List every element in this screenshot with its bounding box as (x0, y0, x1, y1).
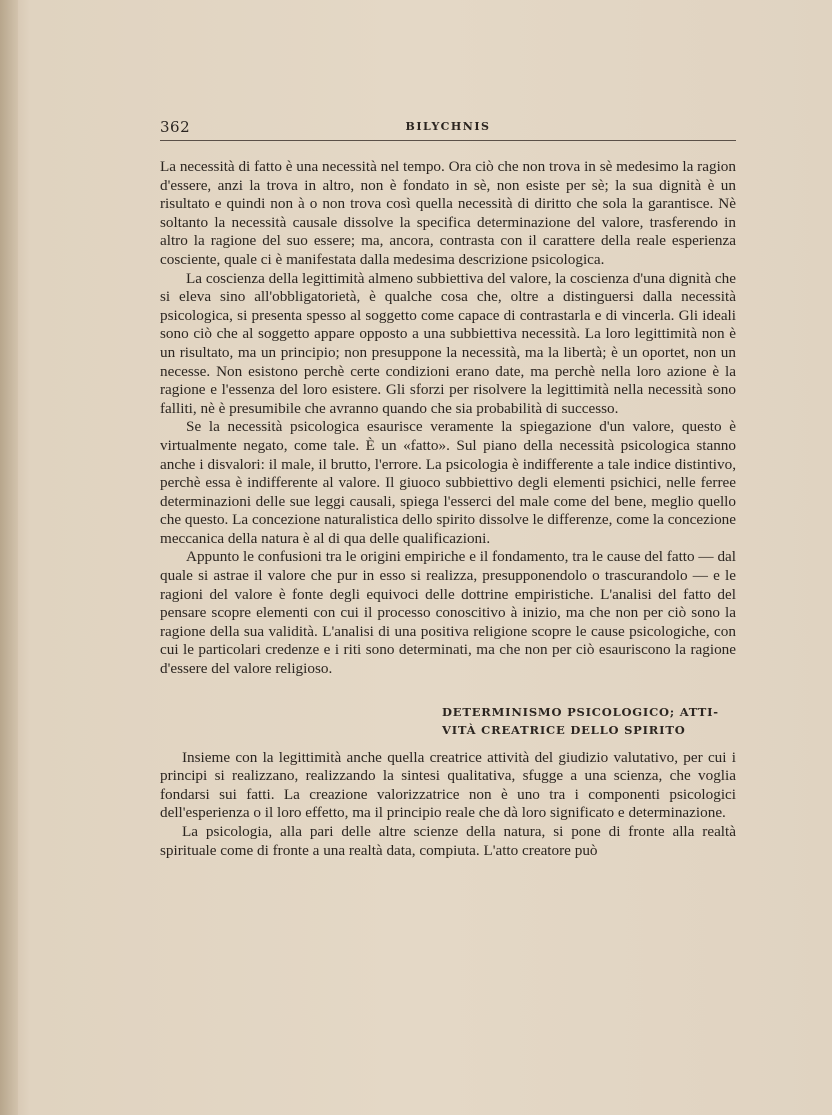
running-head: BILYCHNIS (405, 120, 491, 133)
paragraph: Insieme con la legittimità anche quella creatrice attività del giudizio valutativo, per cui i principi si realizzano, realizzando la sintesi qualitativa, sfugge a una scienza, che voglia fondarsi sui fatti. La creazione valorizzatrice non è uno tra i componenti psicologici dell'esperienza o il loro effetto, ma il principio reale che dà loro significato e determinazione. (160, 748, 736, 822)
paragraph: La coscienza della legittimità almeno subbiettiva del valore, la coscienza d'una dignità che si eleva sino all'obbligatorietà, è qualche cosa che, oltre a distinguersi dalla necessità psicologica, si presenta spesso al soggetto come capace di contrastarla e di vincerla. Gli ideali sono ciò che al soggetto appare opposto a una subbiettiva necessità. La loro legittimità non è un risultato, ma un principio; non presuppone la necessità, ma la libertà; è un oportet, non un necesse. Non esistono perchè certe condizioni erano date, ma perchè nella loro azione è la ragione e l'essenza del loro esistere. Gli sforzi per risolvere la legittimità nella necessità sono falliti, nè è presumibile che avranno quando che sia probabilità di successo. (160, 269, 736, 417)
section-heading-line: DETERMINISMO PSICOLOGICO; ATTI- (442, 704, 719, 719)
page-header (160, 118, 736, 141)
paragraph: Se la necessità psicologica esaurisce veramente la spiegazione d'un valore, questo è virtualmente negato, come tale. È un «fatto». Sul piano della necessità psicologica stanno anche i disvalori: il male, il brutto, l'errore. La psicologia è indifferente a tale indice distintivo, perchè essa è indifferente al valore. Il giuoco subbiettivo degli elementi psichici, nelle ferree determinazioni delle sue leggi causali, spiega l'esserci del male come del bene, meglio quello che questo. La concezione naturalistica dello spirito dissolve le differenze, come la concezione meccanica della natura è al di qua delle qualificazioni. (160, 418, 736, 547)
paragraph: La necessità di fatto è una necessità nel tempo. Ora ciò che non trova in sè medesimo la ragion d'essere, anzi la trova in altro, non è fondato in sè, non esiste per sè; la sua dignità è un risultato e quindi non à o non trova così quella necessità di diritto che sola la garantisce. Nè soltanto la necessità causale dissolve la specifica determinazione del valore, trasferendo in altro la ragione del suo essere; ma, ancora, contrasta con il carattere della reale esperienza cosciente, quale ci è manifestata dalla medesima descrizione psicologica. (160, 158, 736, 268)
section-heading (442, 703, 736, 739)
page-binding-edge (0, 0, 18, 1115)
section-heading-line: VITÀ CREATRICE DELLO SPIRITO (442, 722, 686, 737)
paragraph: Appunto le confusioni tra le origini empiriche e il fondamento, tra le cause del fatto — dal quale si astrae il valore che pur in esso si realizza, presupponendolo o trascurandolo — e le ragioni del valore è fonte degli equivoci delle dottrine empiristiche. L'analisi del fatto del pensare scopre elementi con cui il processo conoscitivo à inizio, ma che non per ciò sono la ragione della sua validità. L'analisi di una positiva religione scopre le cause psicologiche, con cui le particolari credenze e i riti sono determinati, ma che non per ciò esauriscono la ragione d'essere del valore religioso. (160, 548, 736, 678)
paragraph: La psicologia, alla pari delle altre scienze della natura, si pone di fronte alla realtà spirituale come di fronte a una realtà data, compiuta. L'atto creatore può (160, 823, 736, 859)
body-text (160, 158, 736, 860)
page-number: 362 (160, 118, 191, 136)
